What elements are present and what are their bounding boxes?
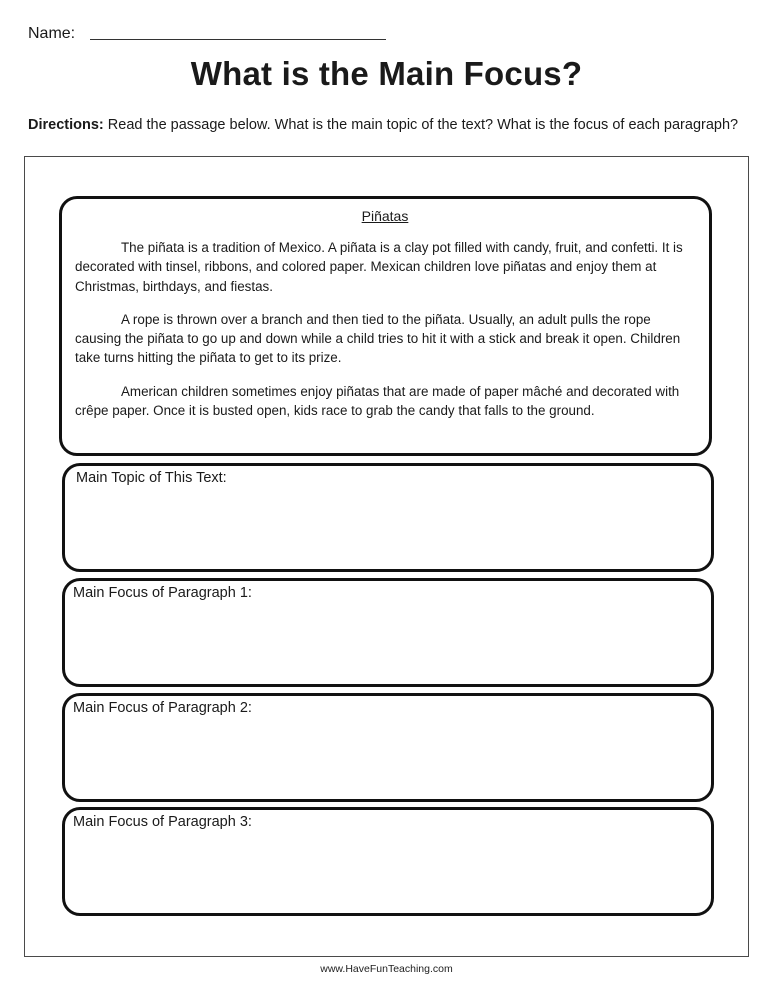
paragraph-2-label: Main Focus of Paragraph 2:	[73, 700, 252, 716]
page-title: What is the Main Focus?	[190, 55, 583, 92]
paragraph-3-label: Main Focus of Paragraph 3:	[73, 814, 252, 830]
directions-text: Read the passage below. What is the main topic of the text? What is the focus of each paragraph?	[103, 117, 739, 133]
paragraph-3-answer-box[interactable]	[62, 807, 714, 916]
passage-paragraph-3: American children sometimes enjoy piñatas that are made of paper mâché and decorated with crêpe paper. Once it is busted open, kids race to grab the candy that falls to the ground.	[75, 383, 680, 419]
paragraph-2-answer-box[interactable]	[62, 693, 714, 802]
paragraph-1-answer-box[interactable]	[62, 578, 714, 687]
footer-website: www.HaveFunTeaching.com	[320, 963, 453, 975]
directions-label: Directions:	[28, 117, 104, 133]
main-topic-answer-box[interactable]	[62, 463, 714, 572]
paragraph-1-label: Main Focus of Paragraph 1:	[73, 585, 252, 601]
passage-paragraph-1: The piñata is a tradition of Mexico. A piñata is a clay pot filled with candy, fruit, and confetti. It is decorated with tinsel, ribbons, and colored paper. Mexican children love piñatas and enjoy them at Christmas, birthdays, and fiestas.	[75, 240, 683, 294]
name-blank-line[interactable]	[90, 39, 386, 40]
passage-box	[59, 196, 712, 456]
directions	[28, 116, 748, 134]
passage-title: Piñatas	[361, 208, 409, 224]
main-topic-label: Main Topic of This Text:	[76, 470, 227, 486]
passage-paragraph-2: A rope is thrown over a branch and then tied to the piñata. Usually, an adult pulls the rope causing the piñata to go up and down while a child tries to hit it with a stick and break it open. Children take turns hitting the piñata to get to its prize.	[75, 311, 681, 366]
name-label: Name:	[28, 25, 76, 42]
name-row	[28, 22, 386, 44]
